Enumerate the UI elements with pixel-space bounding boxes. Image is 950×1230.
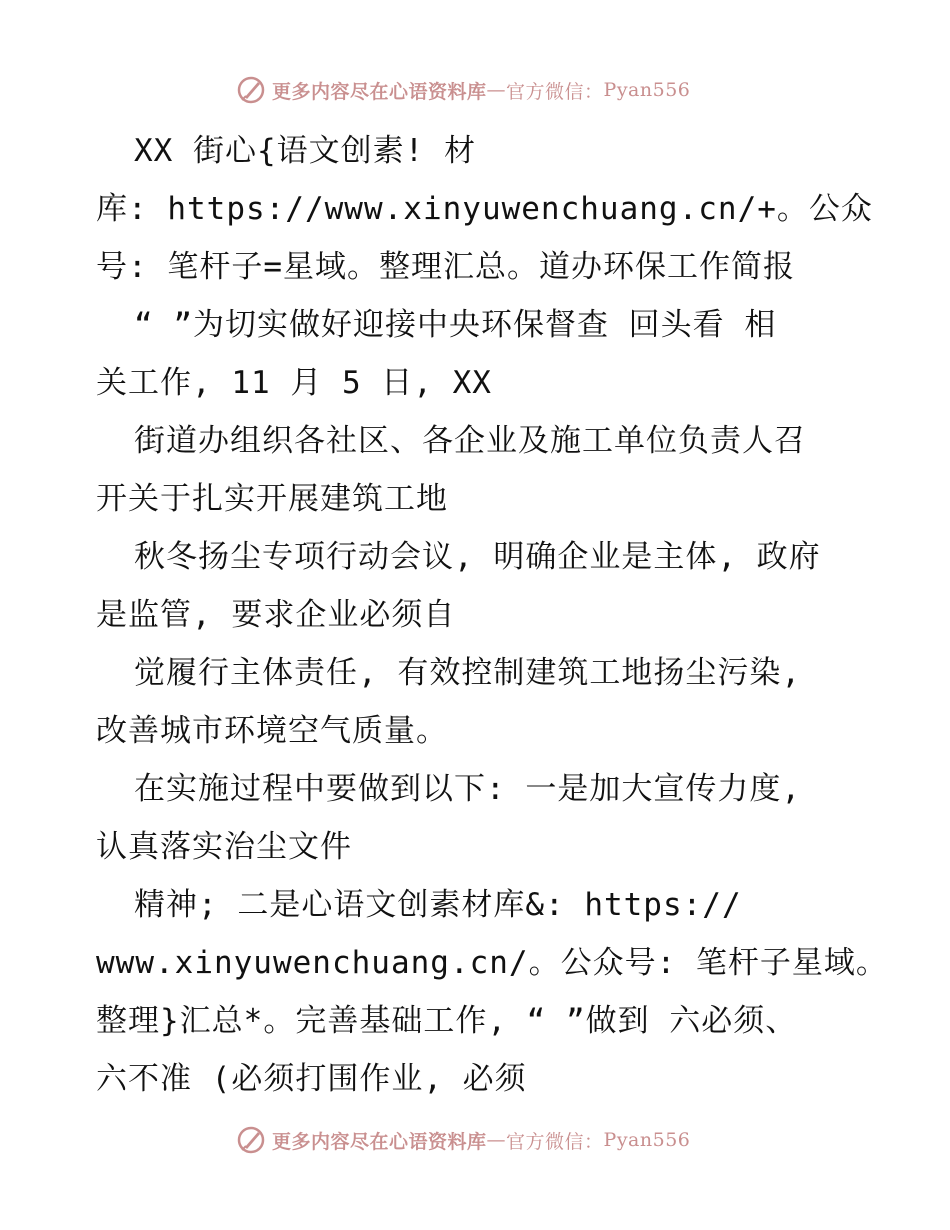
watermark-contact-value: Pyan556 (603, 1129, 691, 1151)
text-line: 开关于扎实开展建筑工地 (96, 481, 448, 517)
text-line: “ ”为切实做好迎接中央环保督查 回头看 相 (134, 307, 777, 343)
watermark-contact-label: 官方微信： (506, 80, 604, 103)
text-line: 认真落实治尘文件 (96, 829, 352, 865)
text-line: 街道办组织各社区、各企业及施工单位负责人召 (134, 423, 806, 459)
watermark-separator: — (486, 79, 507, 101)
quill-logo-icon (236, 75, 266, 105)
text-line: 六不准 (必须打围作业, 必须 (96, 1061, 527, 1097)
watermark-contact-value: Pyan556 (603, 79, 691, 101)
watermark-separator: — (486, 1129, 507, 1151)
text-line: XX 街心{语文创素! 材 (134, 133, 476, 169)
watermark-contact-label: 官方微信： (506, 1130, 604, 1153)
watermark-text: 更多内容尽在心语资料库 (272, 1130, 487, 1153)
text-line: 号: 笔杆子=星域。整理汇总。道办环保工作简报 (96, 249, 795, 285)
text-line: 关工作, 11 月 5 日, XX (96, 365, 492, 401)
text-line: 在实施过程中要做到以下: 一是加大宣传力度, (134, 771, 801, 807)
text-line: 是监管, 要求企业必须自 (96, 597, 456, 633)
document-body (96, 122, 888, 1108)
text-line: 改善城市环境空气质量。 (96, 713, 448, 749)
footer-watermark (236, 1122, 690, 1158)
header-watermark (236, 72, 690, 108)
watermark-text: 更多内容尽在心语资料库 (272, 80, 487, 103)
text-line: 库: https://www.xinyuwenchuang.cn/+。公众 (96, 191, 873, 227)
text-line: 整理}汇总*。完善基础工作, “ ”做到 六必须、 (96, 1003, 798, 1039)
text-line: 秋冬扬尘专项行动会议, 明确企业是主体, 政府 (134, 539, 821, 575)
text-line: 精神; 二是心语文创素材库&: https:// (134, 887, 742, 923)
text-line: www.xinyuwenchuang.cn/。公众号: 笔杆子星域。 (96, 945, 888, 981)
quill-logo-icon (236, 1125, 266, 1155)
text-line: 觉履行主体责任, 有效控制建筑工地扬尘污染, (134, 655, 801, 691)
